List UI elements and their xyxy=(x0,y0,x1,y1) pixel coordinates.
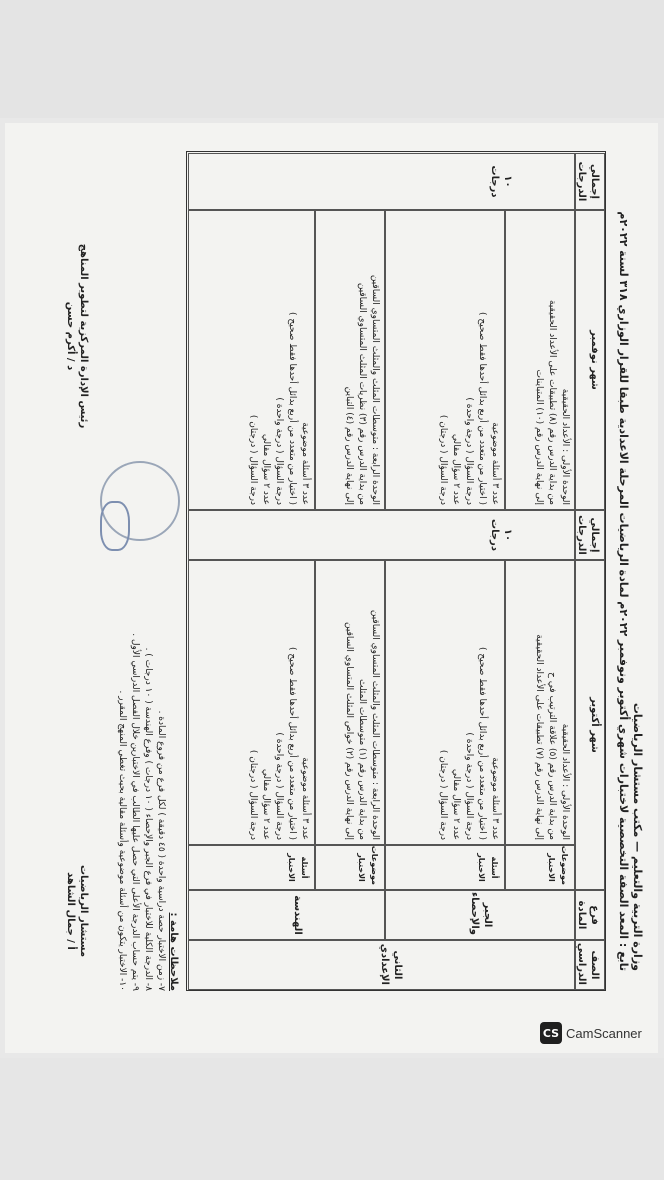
col-november: شهر نوفمبر xyxy=(575,210,605,510)
col-october: شهر أكتوبر xyxy=(575,560,605,890)
october-algebra-topics xyxy=(505,560,575,845)
november-algebra-questions xyxy=(385,210,505,510)
text-line: الوحدة الأولى : الأعداد الحقيقية xyxy=(560,723,570,840)
camscanner-label: CamScanner xyxy=(566,1025,642,1041)
text-line: الوحدة الأولى : الأعداد الحقيقية xyxy=(560,388,570,505)
director-title: رئيس الإدارة المركزية لتطوير المناهج xyxy=(78,243,89,429)
text-line: عدد ٢ سؤال مقالي xyxy=(451,768,461,840)
top-background xyxy=(0,0,664,118)
exam-table xyxy=(186,151,606,991)
text-line: إلى نهاية الدرس رقم (٧) تطبيقات على الأعداد الحقيقية xyxy=(534,634,544,840)
row-type-topics-alg: موضوعات الاختبار xyxy=(505,845,575,890)
text-line: درجة السؤال ( درجة واحدة ) xyxy=(464,397,474,505)
ministry-line: وزارة التربية والتعليم xyxy=(631,856,644,971)
document-header: وزارة التربية والتعليم — مكتب مستشار الرياضيات تابع : المعد الصفة التخصصية لاختبارات شهري أكتوبر ونوفمبر ٢٠٢٢م لمادة الرياضيات المرحلة الاعدادية طبقا للقرار الوزاري ٣١٨ لسنة ٢٠٢٢م xyxy=(617,211,644,971)
branch-geometry: الهندسة xyxy=(188,890,385,940)
october-geometry-topics xyxy=(315,560,385,845)
document-title: تابع : المعد الصفة التخصصية لاختبارات شهري أكتوبر ونوفمبر ٢٠٢٢م لمادة الرياضيات المرحلة الاعدادية طبقا للقرار الوزاري ٣١٨ لسنة ٢٠٢٢م xyxy=(617,211,630,971)
text-line: درجة السؤال ( درجتان ) xyxy=(438,749,448,840)
text-line: ( اختيار من متعدد من أربع بدائل أحدها فقط صحيح ) xyxy=(287,646,297,840)
text-line: عدد ٢ سؤال مقالي xyxy=(261,768,271,840)
text-line: إلى نهاية الدرس رقم (١٠) المتباينات xyxy=(534,369,544,505)
notes-title: ملاحظات هامة : xyxy=(168,912,179,991)
col-branch: فرع المادة xyxy=(575,890,605,940)
grade-value: الثاني الإعدادي xyxy=(188,940,575,990)
consultant-title: مستشار الرياضيات xyxy=(78,864,89,958)
october-geometry-questions xyxy=(188,560,315,845)
text-line: الوحدة الرابعة : متوسطات المثلث والمثلث المتساوي الساقين xyxy=(370,609,380,840)
text-line: عدد ٣ أسئلة موضوعية xyxy=(490,757,500,840)
november-algebra-topics xyxy=(505,210,575,510)
note-item: ١٠- الاختبار يتكون من أسئلة موضوعية وأسئلة مقالية بحيث تغطي المنهج المقرر . xyxy=(117,690,127,991)
branch-algebra: الجبر والإحصاء xyxy=(385,890,575,940)
text-line: درجة السؤال ( درجة واحدة ) xyxy=(274,397,284,505)
office-line: مكتب مستشار الرياضيات xyxy=(631,702,644,838)
col-total-nov: إجمالي الدرجات xyxy=(575,153,605,210)
text-line: من بداية الدرس رقم (٨) تطبيقات على الأعداد الحقيقية xyxy=(547,299,557,505)
text-line: درجة السؤال ( درجتان ) xyxy=(248,749,258,840)
row-type-questions-geo: أسئلة الاختبار xyxy=(188,845,315,890)
important-notes xyxy=(115,331,180,991)
col-total-oct: إجمالي الدرجات xyxy=(575,510,605,560)
note-item: ٨- الدرجة الكلية للاختبار في فرع الجبر والإحصاء ( ١٠ درجات ) وفرع الهندسة ( ١٠ درجات ) . xyxy=(143,647,153,991)
november-geometry-questions xyxy=(188,210,315,510)
november-geometry-topics xyxy=(315,210,385,510)
text-line: درجة السؤال ( درجتان ) xyxy=(248,414,258,505)
text-line: ( اختيار من متعدد من أربع بدائل أحدها فقط صحيح ) xyxy=(477,646,487,840)
row-type-questions-alg: أسئلة الاختبار xyxy=(385,845,505,890)
text-line: درجة السؤال ( درجة واحدة ) xyxy=(464,732,474,840)
camscanner-logo-icon: CS xyxy=(540,1022,562,1044)
camscanner-watermark xyxy=(540,1022,650,1044)
text-line: ( اختيار من متعدد من أربع بدائل أحدها فقط صحيح ) xyxy=(287,311,297,505)
text-line: عدد ٣ أسئلة موضوعية xyxy=(300,757,310,840)
total-november: ١٠ درجات xyxy=(188,153,575,210)
october-algebra-questions xyxy=(385,560,505,845)
rotated-document xyxy=(20,131,650,1011)
total-october: ١٠ درجات xyxy=(188,510,575,560)
blue-stamp xyxy=(100,501,130,551)
director-name: د / أكرم حسن xyxy=(65,301,76,371)
text-line: من بداية الدرس رقم (٣) نظريات المثلث المتساوي الساقين xyxy=(357,282,367,505)
text-line: درجة السؤال ( درجتان ) xyxy=(438,414,448,505)
text-line: عدد ٣ أسئلة موضوعية xyxy=(490,422,500,505)
text-line: إلى نهاية الدرس رقم (٤) التباين xyxy=(344,386,354,505)
col-grade: الصف الدراسي xyxy=(575,940,605,990)
director-signature xyxy=(64,221,90,451)
text-line: ( اختيار من متعدد من أربع بدائل أحدها فقط صحيح ) xyxy=(477,311,487,505)
note-item: ٩- يتم حساب الدرجة الأعلى التي حصل عليها الطالب في الاختبارين خلال الفصل الدراسي الأول . xyxy=(130,633,140,991)
row-type-topics-geo: موضوعات الاختبار xyxy=(315,845,385,890)
text-line: عدد ٢ سؤال مقالي xyxy=(261,433,271,505)
text-line: إلى نهاية الدرس رقم (٢) خواص المثلث المتساوي الساقين xyxy=(344,622,354,840)
text-line: الوحدة الرابعة : متوسطات المثلث والمثلث المتساوي الساقين xyxy=(370,274,380,505)
text-line: من بداية الدرس رقم (٥) علاقة الترتيب في ح xyxy=(547,672,557,840)
text-line: من بداية الدرس رقم (١) متوسطات المثلث xyxy=(357,678,367,840)
consultant-name: أ / جمال الشاهد xyxy=(65,872,76,950)
bottom-background xyxy=(0,1058,664,1180)
scanned-document-page xyxy=(5,123,658,1053)
text-line: عدد ٢ سؤال مقالي xyxy=(451,433,461,505)
consultant-signature xyxy=(64,831,90,991)
note-item: ٧- زمن الاختبار حصة دراسية واحدة ( ٤٥ دقيقة ) لكل فرع من فروع المادة . xyxy=(156,710,166,991)
text-line: درجة السؤال ( درجة واحدة ) xyxy=(274,732,284,840)
text-line: عدد ٣ أسئلة موضوعية xyxy=(300,422,310,505)
